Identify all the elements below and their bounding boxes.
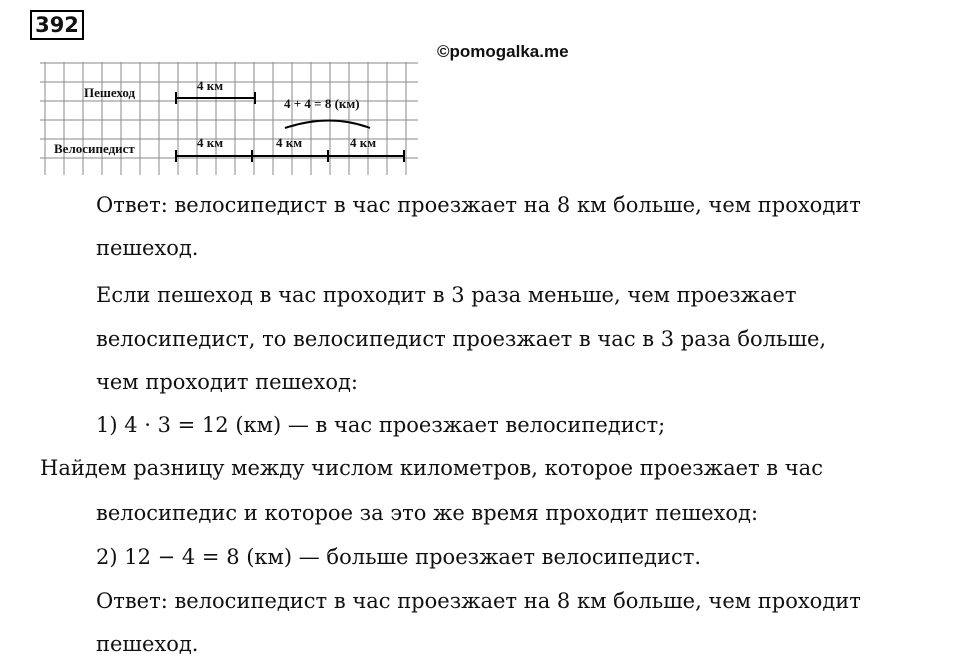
watermark: ©pomogalka.me bbox=[437, 42, 569, 61]
cyclist-label: Велосипедист bbox=[54, 141, 135, 156]
text-line: велосипедист, то велосипедист проезжает в час в 3 раза больше, bbox=[96, 327, 827, 351]
pedestrian-label: Пешеход bbox=[84, 85, 136, 100]
grid bbox=[40, 62, 418, 175]
cyclist-segment bbox=[176, 150, 404, 162]
cyclist-segment-label-2: 4 км bbox=[276, 135, 303, 150]
text-line: 2) 12 − 4 = 8 (км) — больше проезжает велосипедист. bbox=[96, 545, 702, 569]
pedestrian-segment-label: 4 км bbox=[197, 78, 224, 93]
difference-formula: 4 + 4 = 8 (км) bbox=[284, 96, 360, 111]
task-number-badge: 392 bbox=[30, 10, 84, 40]
text-line: чем проходит пешеход: bbox=[96, 370, 358, 394]
text-line: Ответ: велосипедист в час проезжает на 8 км больше, чем проходит bbox=[96, 193, 861, 217]
text-line: Если пешеход в час проходит в 3 раза меньше, чем проезжает bbox=[96, 283, 797, 307]
segment-diagram bbox=[40, 58, 422, 178]
text-line: Найдем разницу между числом километров, которое проезжает в час bbox=[40, 456, 823, 480]
text-line: Ответ: велосипедист в час проезжает на 8 км больше, чем проходит bbox=[96, 589, 861, 613]
text-line: пешеход. bbox=[96, 236, 199, 260]
difference-arc bbox=[285, 121, 370, 129]
text-line: велосипедис и которое за это же время проходит пешеход: bbox=[96, 501, 759, 525]
text-line: 1) 4 · 3 = 12 (км) — в час проезжает велосипедист; bbox=[96, 413, 666, 437]
cyclist-segment-label-3: 4 км bbox=[350, 135, 377, 150]
cyclist-segment-label-1: 4 км bbox=[197, 135, 224, 150]
text-line: пешеход. bbox=[96, 632, 199, 656]
